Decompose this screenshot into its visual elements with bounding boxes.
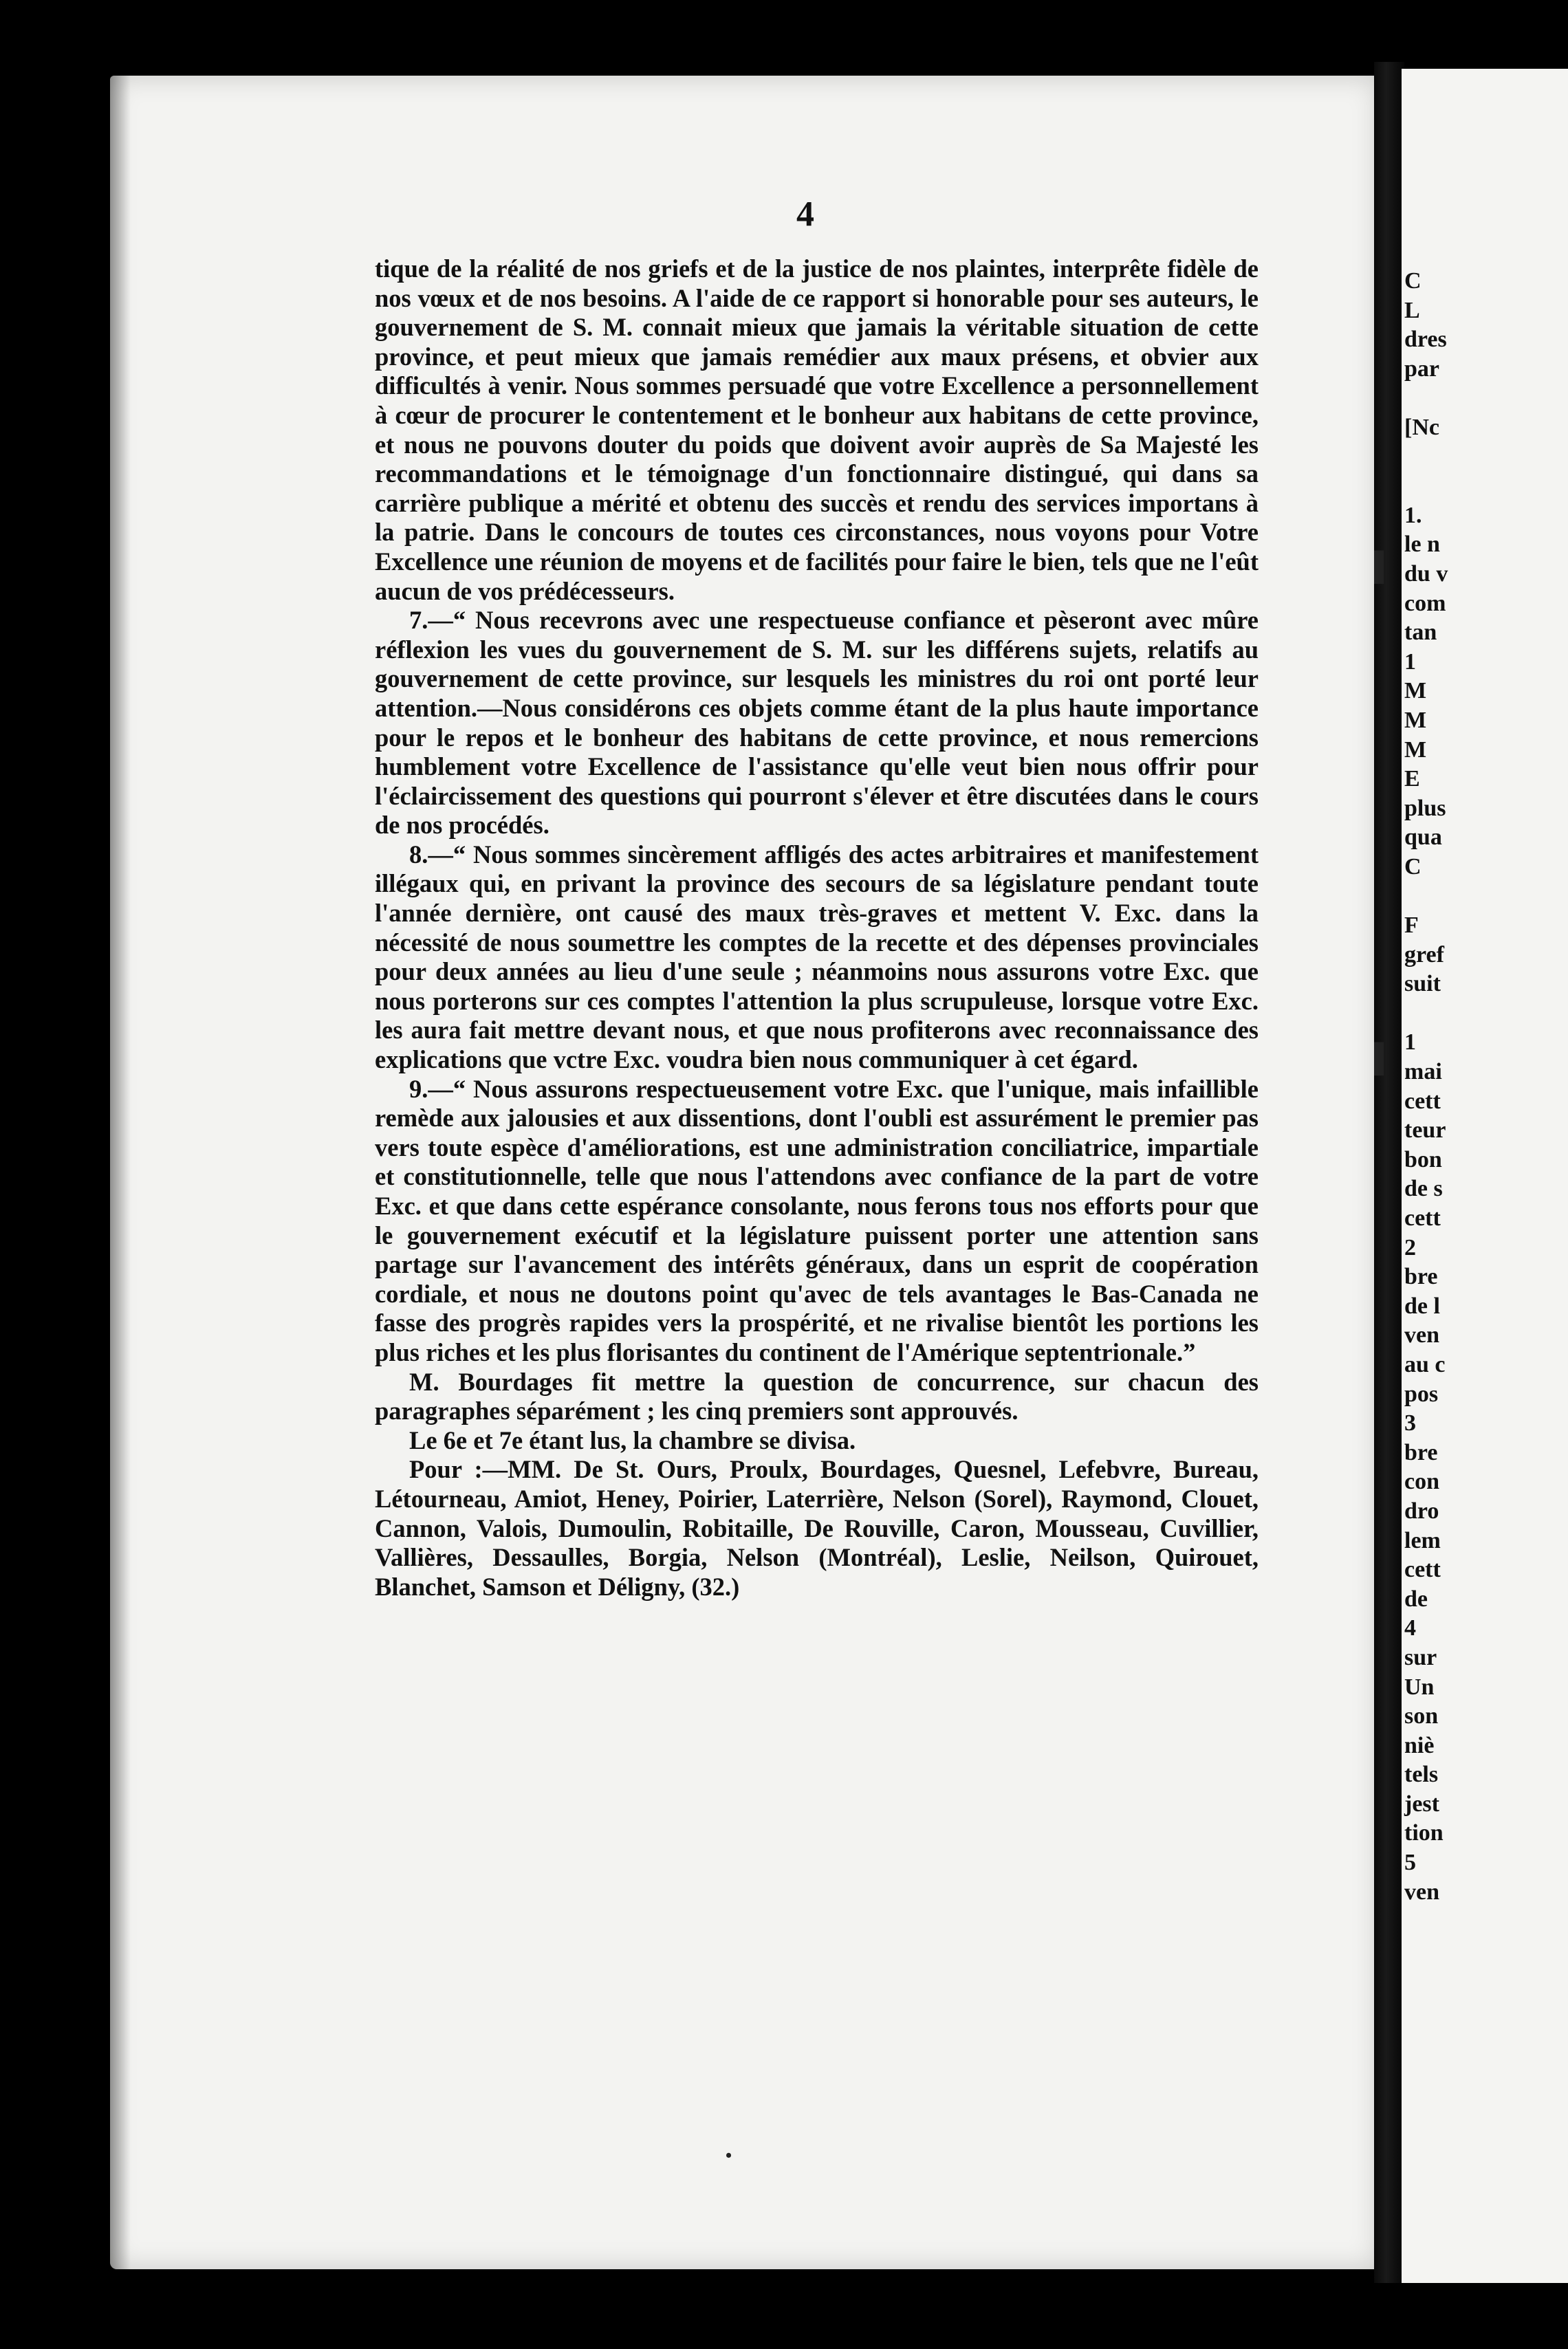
facing-page-line: cett (1404, 1088, 1441, 1114)
facing-page-line: con (1404, 1469, 1439, 1495)
paragraph-9: 9.—“ Nous assurons respectueusement votre Exc. que l'unique, mais infaillible remède aux jalousies et aux dissentions, dont l'oubli est assurément le premier pas vers toute espèce d'améliorations, est une administration conciliatrice, impartiale et constitutionnelle, telle que nous l'attendons avec confiance de la part de votre Exc. et que dans cette espérance consolante, nous ferons tous nos efforts pour que le gouvernement exécutif et la législature puissent porter une attention sans partage sur l'avancement des intérêts généraux, dans un esprit de coopération cordiale, et nous ne doutons point qu'avec de tels avantages le Bas-Canada ne fasse des progrès rapides vers la prospérité, et ne rivalise bientôt les portions les plus riches et les plus florisantes du continent de l'Amérique septentrionale.” (375, 1074, 1259, 1366)
facing-page-line: gref (1404, 941, 1444, 968)
facing-page-line: Un (1404, 1674, 1435, 1700)
facing-page-line: tion (1404, 1820, 1444, 1846)
facing-page-line: bre (1404, 1264, 1438, 1290)
facing-page-line: teur (1404, 1117, 1446, 1144)
facing-page-line: com (1404, 590, 1446, 616)
facing-page-line: C (1404, 853, 1422, 879)
paragraph-7: 7.—“ Nous recevrons avec une respectueuse confiance et pèseront avec mûre réflexion les vues du gouvernement de S. M. sur les différens sujets, relatifs au gouvernement de cette province, sur lesquels les ministres du roi ont porté leur attention.—Nous considérons ces objets comme étant de la plus haute importance pour le repos et le bonheur des habitans de cette province, et nous remercions humblement votre Excellence de l'assistance qu'elle veut bien nous offrir pour l'éclaircissement des questions qui pourront s'élever et être discutées dans le cours de nos procédés. (375, 606, 1259, 840)
ink-speck: • (726, 2145, 732, 2165)
facing-page-line: M (1404, 736, 1427, 763)
facing-page-line (1404, 384, 1568, 413)
facing-page-line: du v (1404, 560, 1448, 587)
facing-page-line: ven (1404, 1322, 1439, 1348)
facing-page-line: lem (1404, 1527, 1441, 1553)
facing-page-line: 4 (1404, 1615, 1416, 1641)
facing-page-line: C (1404, 268, 1422, 294)
facing-page-line: M (1404, 707, 1427, 733)
facing-page-line: ven (1404, 1879, 1439, 1905)
paragraph-division: Le 6e et 7e étant lus, la chambre se divisa. (409, 1425, 856, 1454)
book-gutter (1374, 62, 1404, 2283)
paragraph-intro: tique de la réalité de nos griefs et de la justice de nos plaintes, interprête fidèle de nos vœux et de nos besoins. A l'aide de ce rapport si honorable pour ses auteurs, le gouvernement de S. M. connait mieux que jamais la véritable situation de cette province, et peut mieux que jamais remédier aux maux présens, et obvier aux difficultés à venir. Nous sommes persuadé que votre Excellence a personnellement à cœur de procurer le contentement et le bonheur aux habitans de cette province, et nous ne pouvons douter du poids que doivent avoir auprès de Sa Majesté les recommandations et le témoignage d'un fonctionnaire distingué, qui dans sa carrière publique a mérité et obtenu des succès et rendu des services importans à la patrie. Dans le concours de toutes ces circonstances, nous voyons pour Votre Excellence une réunion de moyens et de facilités pour faire le bien, tels que ne l'eût aucun de vos prédécesseurs. (375, 254, 1259, 605)
paragraph-vote-list: Pour :—MM. De St. Ours, Proulx, Bourdages, Quesnel, Lefebvre, Bureau, Létourneau, Amiot, Heney, Poirier, Laterrière, Nelson (Sorel), Raymond, Clouet, Cannon, Valois, Dumoulin, Robitaille, De Rouville, Caron, Mousseau, Cuvillier, Vallières, Dessaulles, Borgia, Nelson (Montréal), Leslie, Neilson, Quirouet, Blanchet, Samson et Déligny, (32.) (375, 1455, 1259, 1601)
facing-page-line: F (1404, 913, 1419, 939)
facing-page-line: niè (1404, 1732, 1435, 1758)
facing-page-line: jest (1404, 1791, 1439, 1817)
facing-page-line: cett (1404, 1557, 1441, 1583)
facing-page-line: tan (1404, 620, 1437, 646)
binding-mark: ▌ (1374, 1042, 1394, 1073)
facing-page-line: bre (1404, 1439, 1438, 1465)
facing-page-line: dres (1404, 327, 1447, 353)
facing-page-line: plus (1404, 795, 1446, 821)
facing-page-line: 3 (1404, 1410, 1416, 1436)
facing-page-line: [Nc (1404, 414, 1439, 440)
facing-page-line (1404, 999, 1568, 1029)
facing-page-line: E (1404, 766, 1420, 792)
facing-page-text (1404, 267, 1568, 1907)
facing-page-line: par (1404, 356, 1439, 382)
paragraph-motion: M. Bourdages fit mettre la question de concurrence, sur chacun des paragraphes séparément ; les cinq premiers sont approuvés. (375, 1367, 1259, 1425)
facing-page-line: de (1404, 1586, 1428, 1612)
facing-page-line (1404, 443, 1568, 472)
facing-page-line: suit (1404, 971, 1441, 997)
facing-page-line: 2 (1404, 1234, 1416, 1260)
facing-page-line: 5 (1404, 1850, 1416, 1876)
facing-page-line: pos (1404, 1381, 1439, 1407)
facing-page-line (1404, 472, 1568, 501)
binding-mark: ▌ (1374, 551, 1394, 582)
facing-page-line: 1 (1404, 1029, 1416, 1056)
facing-page-line (1404, 882, 1568, 911)
facing-page-line: au c (1404, 1351, 1446, 1377)
facing-page-line: L (1404, 297, 1420, 323)
paragraph-8: 8.—“ Nous sommes sincèrement affligés des actes arbitraires et manifestement illégaux qui, en privant la province des secours de sa législature pendant toute l'année dernière, ont causé des maux très-graves et mettent V. Exc. dans la nécessité de nous soumettre les comptes de la recette et des dépenses provinciales pour deux années au lieu d'une seule ; néanmoins nous assurons votre Exc. que nous porterons sur ces comptes l'attention la plus scrupuleuse, lorsque votre Exc. les aura fait mettre devant nous, et que nous profiterons avec reconnaissance des explications que vctre Exc. voudra bien nous communiquer à cet égard. (375, 840, 1259, 1074)
facing-page-line: dro (1404, 1498, 1439, 1524)
page-body (375, 254, 1259, 1602)
facing-page-line: de s (1404, 1176, 1443, 1202)
facing-page-line: cett (1404, 1205, 1441, 1231)
facing-page-line: sur (1404, 1644, 1437, 1670)
facing-page-line: 1 (1404, 648, 1416, 675)
facing-page-line: de l (1404, 1293, 1440, 1319)
facing-page-line: 1. (1404, 502, 1422, 528)
facing-page-line: mai (1404, 1059, 1442, 1085)
page-number: 4 (796, 195, 814, 234)
facing-page-line: bon (1404, 1146, 1442, 1172)
facing-page-line: qua (1404, 824, 1442, 851)
facing-page-line: tels (1404, 1762, 1439, 1788)
facing-page-line: son (1404, 1703, 1439, 1729)
facing-page-line: M (1404, 678, 1427, 704)
facing-page-line: le n (1404, 532, 1440, 558)
